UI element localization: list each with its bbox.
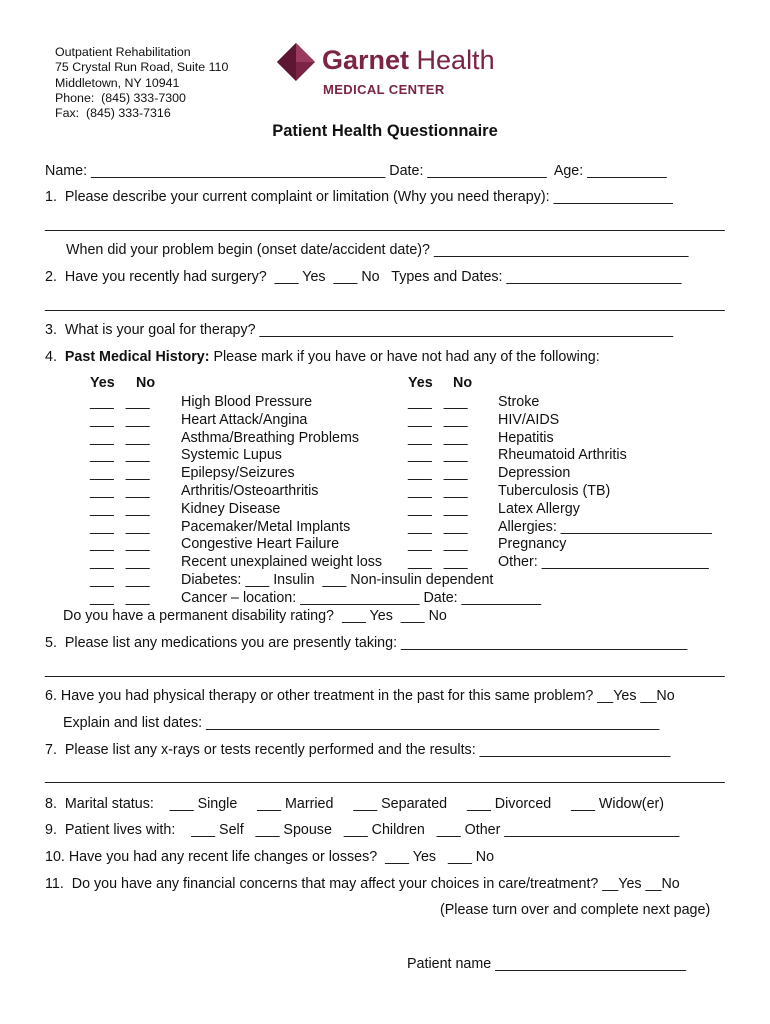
- no-header-right: No: [453, 375, 473, 391]
- yes-header-right: Yes: [408, 375, 433, 391]
- yes-no-blanks[interactable]: ___ ___: [90, 518, 150, 535]
- condition-label: Systemic Lupus: [181, 447, 282, 464]
- question-4-heading: Past Medical History:: [64, 349, 210, 365]
- address-line: Middletown, NY 10941: [55, 75, 180, 90]
- condition-label: Epilepsy/Seizures: [181, 465, 295, 482]
- logo-wordmark: Garnet Health: [322, 45, 495, 75]
- turn-over-note: (Please turn over and complete next page): [440, 902, 711, 918]
- yes-no-blanks[interactable]: ___ ___: [90, 394, 150, 410]
- question-9: 9. Patient lives with: ___ Self ___ Spouse ___ Children ___ Other ______________________: [45, 822, 680, 838]
- address-line: Fax: (845) 333-7316: [55, 106, 171, 121]
- disability-question: Do you have a permanent disability rating? ___ Yes ___ No: [63, 608, 447, 624]
- yes-no-blanks[interactable]: ___ ___: [90, 411, 150, 428]
- yes-no-blanks[interactable]: ___ ___: [408, 554, 468, 571]
- question-3: 3. What is your goal for therapy? ____________________________________________________: [45, 322, 674, 338]
- yes-no-blanks[interactable]: ___ ___: [90, 447, 150, 464]
- condition-label: Diabetes: ___ Insulin ___ Non-insulin dependent: [181, 571, 494, 588]
- question-11: 11. Do you have any financial concerns that may affect your choices in care/treatment? __Yes __No: [45, 876, 680, 892]
- yes-header-left: Yes: [90, 375, 115, 391]
- question-4-instructions: Please mark if you have or have not had any of the following:: [209, 349, 600, 365]
- question-1-blank: ________________________________________________________________________________________: [45, 216, 725, 232]
- condition-label: Pacemaker/Metal Implants: [181, 518, 351, 535]
- address-line: 75 Crystal Run Road, Suite 110: [55, 60, 229, 75]
- condition-label: Kidney Disease: [181, 500, 281, 517]
- condition-label: High Blood Pressure: [181, 394, 313, 410]
- question-6: 6. Have you had physical therapy or other treatment in the past for this same problem? __Yes __No: [45, 688, 675, 704]
- question-5-blank: ________________________________________________________________________________________: [45, 662, 725, 678]
- clinic-address: [55, 45, 228, 121]
- yes-no-blanks[interactable]: ___ ___: [90, 554, 150, 571]
- yes-no-blanks[interactable]: ___ ___: [90, 536, 150, 553]
- question-4: [45, 349, 600, 366]
- left-condition-column: [181, 394, 541, 608]
- yes-no-blanks[interactable]: ___ ___: [90, 589, 150, 606]
- question-1: 1. Please describe your current complaint or limitation (Why you need therapy): _______________: [45, 189, 673, 205]
- condition-label: Congestive Heart Failure: [181, 536, 340, 553]
- question-10: 10. Have you had any recent life changes or losses? ___ Yes ___ No: [45, 849, 495, 865]
- left-checkbox-column: [90, 394, 150, 608]
- question-4-number: 4.: [45, 349, 57, 365]
- question-7-blank: ________________________________________________________________________________________: [45, 768, 725, 784]
- cancer-line: Cancer – location: _______________ Date: __________: [181, 589, 542, 606]
- yes-no-blanks[interactable]: ___ ___: [408, 465, 468, 482]
- question-7: 7. Please list any x-rays or tests recently performed and the results: ________________________: [45, 742, 671, 758]
- condition-label: Asthma/Breathing Problems: [181, 429, 359, 446]
- yes-no-blanks[interactable]: ___ ___: [408, 447, 468, 464]
- yes-no-blanks[interactable]: ___ ___: [408, 411, 468, 428]
- question-2: 2. Have you recently had surgery? ___ Yes ___ No Types and Dates: ______________________: [45, 269, 682, 285]
- condition-label: Pregnancy: [498, 536, 567, 553]
- condition-label: Other: _____________________: [498, 554, 709, 571]
- right-condition-column: [498, 394, 712, 572]
- yes-no-blanks[interactable]: ___ ___: [408, 394, 468, 410]
- question-5: 5. Please list any medications you are presently taking: ____________________________________: [45, 635, 688, 651]
- yes-no-blanks[interactable]: ___ ___: [408, 518, 468, 535]
- condition-label: Tuberculosis (TB): [498, 482, 611, 499]
- condition-label: Heart Attack/Angina: [181, 411, 308, 428]
- condition-label: Latex Allergy: [498, 500, 580, 517]
- name-row: Name: _____________________________________ Date: _______________ Age: __________: [45, 163, 667, 179]
- yes-no-blanks[interactable]: ___ ___: [90, 429, 150, 446]
- condition-label: Hepatitis: [498, 429, 554, 446]
- condition-label: Recent unexplained weight loss: [181, 554, 383, 571]
- condition-label: Depression: [498, 465, 571, 482]
- question-6-explain: Explain and list dates: _________________________________________________________: [63, 715, 660, 731]
- condition-label: Stroke: [498, 394, 540, 410]
- logo-subtext: MEDICAL CENTER: [323, 82, 445, 97]
- yes-no-blanks[interactable]: ___ ___: [90, 571, 150, 588]
- address-line: Phone: (845) 333-7300: [55, 90, 186, 105]
- patient-name-line: Patient name ________________________: [407, 956, 687, 972]
- condition-label: Rheumatoid Arthritis: [498, 447, 627, 464]
- page-title: Patient Health Questionnaire: [272, 122, 498, 140]
- no-header-left: No: [136, 375, 156, 391]
- condition-label: Arthritis/Osteoarthritis: [181, 482, 319, 499]
- question-1-onset: When did your problem begin (onset date/accident date)? ________________________________: [66, 242, 689, 258]
- right-checkbox-column: [408, 394, 468, 572]
- condition-label: Allergies: ___________________: [498, 518, 712, 535]
- address-line: Outpatient Rehabilitation: [55, 45, 191, 59]
- garnet-logo-icon: [276, 42, 316, 82]
- yes-no-blanks[interactable]: ___ ___: [408, 536, 468, 553]
- question-2-blank: ________________________________________________________________________________________: [45, 296, 725, 312]
- condition-label: HIV/AIDS: [498, 411, 560, 428]
- yes-no-blanks[interactable]: ___ ___: [90, 465, 150, 482]
- yes-no-blanks[interactable]: ___ ___: [408, 429, 468, 446]
- yes-no-blanks[interactable]: ___ ___: [408, 482, 468, 499]
- question-8: 8. Marital status: ___ Single ___ Married ___ Separated ___ Divorced ___ Widow(er): [45, 796, 665, 812]
- yes-no-blanks[interactable]: ___ ___: [90, 482, 150, 499]
- yes-no-blanks[interactable]: ___ ___: [90, 500, 150, 517]
- yes-no-blanks[interactable]: ___ ___: [408, 500, 468, 517]
